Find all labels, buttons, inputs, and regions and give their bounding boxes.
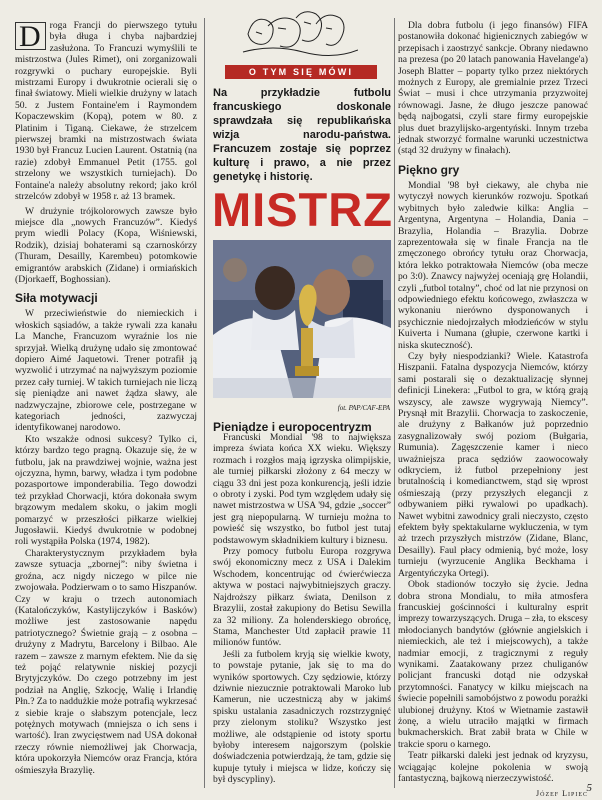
column-divider-left bbox=[204, 18, 205, 788]
section-banner: O TYM SIĘ MÓWI bbox=[225, 65, 377, 79]
section-heading: Pieniądze i europocentryzm bbox=[213, 420, 372, 434]
faces-sketch-illustration bbox=[238, 4, 358, 62]
paragraph: Obok stadionów toczyło się życie. Jedna dobra strona Mondialu, to miła atmosfera francuskiej gościnności i kulturalny esprit imprezy towarzyszących. Druga – zła, to ekscesy młodocianych bandytów (głównie angielskich i niemieckich, ale też i miejscowych), a także nadmiar emocji, z tragicznymi z reguły wynikami. Zaatakowany przez chuliganów policjant francuski dotąd nie odzyskał przytomności. Fanatycy w kilku miejscach na świecie popełnili samobójstwo z powodu porażki ulubionej drużyny. Ktoś w Wietnamie zastawił żonę, a wielu utraciło majątki w firmach bukmacherskich. Brat zabił brata w Chile w trakcie sporu o karnego. bbox=[398, 579, 588, 750]
paragraph: Teatr piłkarski daleki jest jednak od kryzysu, wciągając kolejne pokolenia w swoją fantastyczną, bajkową nierzeczywistość. bbox=[398, 750, 588, 784]
paragraph: W przeciwieństwie do niemieckich i włoskich sąsiadów, a także rywali zza kanału La Manche, Francuzom wyraźnie los nie sprzyjał. Wielką drużynę udało się zmontować dopiero Aimé Jaquetowi. Trener potrafił ją wyzwolić i utrzymać na najwyższym poziomie przez cały turniej. W takich turniejach nie liczą się pieniądze ani nawet żądza sławy, ale nadzwyczajne, zbiorowe cele, postrzegane w kategoriach jedności, zazwyczaj identyfikowanej narodowo. bbox=[15, 308, 197, 434]
drop-cap: D bbox=[15, 22, 46, 50]
column-right bbox=[398, 20, 588, 800]
photo-credit: fot. PAP/CAF-EPA bbox=[337, 404, 390, 412]
page-number: 5 bbox=[586, 782, 592, 794]
players-with-trophy-photo bbox=[213, 240, 391, 398]
paragraph: Mondial '98 był ciekawy, ale chyba nie wytyczył nowych kierunków rozwoju. Spotkań wybitnych było zaledwie kilka: Anglia – Argentyna, Argentyna – Holandia, Dania – Brazylia, Holandia – Brazylia. Dobrze zaprezentowała się w finale Francja na tle zmęczonego obrońcy tytułu oraz Chorwacja, która lekko potraktowała Niemców (oba mecze po 3:0). Znawcy najwyżej oceniają grę Holandii, czyli „futbol totalny”, choć od lat nie przynosi on odpowiedniego efektu końcowego, zwłaszcza w wykonaniu nierówno dysponowanych i psychicznie niedojrzałych młodzieńców w stylu Kuiverta i Numana (głupie, czerwone kartki i niska skuteczność). bbox=[398, 179, 588, 351]
column-divider-right bbox=[394, 18, 395, 788]
section-heading: Siła motywacji bbox=[15, 291, 98, 306]
paragraph: Jeśli za futbolem kryją się wielkie kwoty, to powstaje pytanie, jak się to ma do wyników sportowych. Czy sędziowie, którzy dziwnie niezucznie potraktowali Maroko lub Kamerun, nie uczestniczą aby w jakimś spisku ustalania zasadniczych rozstrzygnięć przy zielonym stoliku? Wszystko jest możliwe, ale odstąpienie od istoty sportu byłoby interesem najgorszym (polskie doświadczenia potwierdzają, że tam, gdzie się kupuje tytuły i miejsca w lidze, kończy się był dyscypliny). bbox=[213, 648, 391, 786]
paragraph: Charakterystycznym przykładem była zawsze sytuacja „zbornej”: niby świetna i groźna, acz nigdy niczego w pilce nie zwojowała. Podzierwam o to samo Hiszpanów. Czy w kraju o trzech autonomiach (Katalończyków, Kastylijczyków i Basków) możliwe jest zastosowanie napędu patriotycznego? Świetnie grają – z osobna – drużyny z Madrytu, Barcelony i Bilbao. Ale razem – zawsze z marnym efektem. Nie da się też pojąć relatywnie niskiej pozycji Brytyjczyków. Do czego potrzebny im jest podział na Anglię, Szkocję, Walię i Irlandię Płn.? Za to naddużkie może potrafią wykrzesać z siebie kraje o słabszym potencjale, lecz potężnych motywach (mniejsza o ich sens i wartość). Iran zwycięstwem nad USA dokonał rzeczy równie niemożliwej jak Chorwacja, która upokorzyła Niemców oraz Francja, która ośmieszyła Brazylię. bbox=[15, 547, 197, 776]
paragraph: D roga Francji do pierwszego tytułu była długa i chyba najbardziej zasłużona. To Francuzi wymyślili te mistrzostwa (Jules Rimet), oni zorganizowali rozgrywki o puchary europejskie. Byli mistrzami Europy i dwukrotnie ocierali się o finał światowy. Mieli wielkie drużyny w latach 50. z Justem Fontaine'em i Raymondem Kopaczewskim (Kopą), potem w 80. z Platinim i Tiganą. Ciekawe, że strzelcem pierwszej bramki na mistrzostwach świata 1930 był Francuz Lucien Laurent. Ostatnią (na razie) zdobył Emmanuel Petit (1755. gol strzelony we wszystkich turniejach). Do Fontaine'a należy absolutny rekord; jako król strzelców zdobył w 1958 r. aż 13 bramek. bbox=[15, 20, 197, 203]
column-middle bbox=[213, 432, 391, 786]
paragraph: Kto wszakże odnosi sukcesy? Tylko ci, którzy bardzo tego pragną. Okazuje się, że w futbolu, jak na prawdziwej wojnie, ważna jest ojczyzna, hymn, barwy, władza i tym podobne pozasportowe imponderabilia. Tego dowodzi też przykład Chorwacji, która dokonała swym brązowym medalem skoku, o jakim mogli pomarzyć w przeszłości piłkarze wielkiej Jugosławii. Kiedyś dwukrotnie w podobnej roli wystąpiła Polska (1974, 1982). bbox=[15, 433, 197, 548]
paragraph: W drużynie trójkolorowych zawsze było miejsce dla „nowych Francuzów”. Kiedyś prym wiedli Polacy (Kopa, Wiśniewski, Rodzik), dzisiaj bohaterami są czarnoskórzy (Thuram, Desailly, Karembeu) potomkowie emigrantów arabskich (Zidane) i ormiańskich (Djorkaeff, Boghossian). bbox=[15, 205, 197, 285]
column-left bbox=[15, 20, 197, 776]
section-heading: Piękno gry bbox=[398, 162, 460, 177]
paragraph: Czy były niespodzianki? Wiele. Katastrofa Hiszpanii. Fatalna dyspozycja Niemców, którzy sami postarali się o dezaktualizację słynnej definicji Linekera: „Futbol to gra, w którą grają wszyscy, ale zawsze wygrywają Niemcy”. Prysnął mit Brazylii. Chorwacja to zaskoczenie, ale drużyny z Bałkanów już poprzednio zasygnalizowały swój poziom (Bułgaria, Rumunia). Zagęszczenie kamer i nieco uważniejsza praca sędziów zaowocowały odkryciem, iż futbol przepełniony jest brutalnością i komedianctwem, stąd się wprost ośmieszają (przy przyszłych elegancji z odbywaniem piłki rywalowi po upadkach). Nawet wybitni zawodnicy grali nieczysto, często efektem były spektakularne wykluczenia, w tym aż trzech przyszłych mistrzów (Zidane, Blanc, Desailly). Faul płacy odmienią, być może, losy turnieju (wyrzucenie Anglika Beckhama i Argentyńczyka Ortegi). bbox=[398, 350, 588, 579]
paragraph: Francuski Mondial '98 to największa impreza świata końca XX wieku. Większy rozmach i rozgłos mają igrzyska olimpijskie, ale turniej piłkarski złożony z 64 meczy w ciągu 33 dni jest poza konkurencją, jeśli idzie o obroty i zyski. Pod tym względem udały się nawet mistrzostwa w USA '94, gdzie „soccer” jest grą niepopularną. W turnieju można to powieść się wszystko, bo futbol jest tutaj podstawowym składnikiem kultury i biznesu. bbox=[213, 432, 391, 546]
lead-paragraph: Na przykładzie futbolu francuskiego doskonale sprawdzała się republikańska wizja narodu-państwa. Francuzem zostaje się poprzez kulturę i prawo, a nie przez genetykę i historię. bbox=[213, 87, 391, 183]
paragraph: Dla dobra futbolu (i jego finansów) FIFA postanowiła dokonać higienicznych zabiegów w przepisach i zaostrzyć sankcje. Obrany niedawno na prezesa (po 20 latach panowania Havelange'a) Joseph Blatter – poparty tylko przez niektórych możnych z Europy, ale gremialnie przez Trzeci Świat – musi i chce utrzymania przyzwoitej równowagi. Jasne, że długo jeszcze panować będą najbogatsi, czyli stare firmy europejskie plus duet brazylijsko-argentyński. Innym trzeba jednak stworzyć formalne warunki uczestnictwa (stąd 32 drużyny w finałach). bbox=[398, 20, 588, 157]
paragraph: Przy pomocy futbolu Europa rozgrywa swój ekonomiczny mecz z USA i Dalekim Wschodem, koncentrując od ćwierćwiecza aktywa w postaci najwybitniejszych graczy. Najdroższy piłkarz świata, Denilson z Brazylii, został zakupiony do Betisu Sewilla za 32 miliony. Za holenderskiego obrońcę, Stama, Manchester Utd zapłacił prawie 11 milionów funtów. bbox=[213, 546, 391, 649]
author-signature: Józef Lipiec bbox=[536, 789, 588, 799]
article-title: MISTRZ bbox=[212, 183, 393, 236]
